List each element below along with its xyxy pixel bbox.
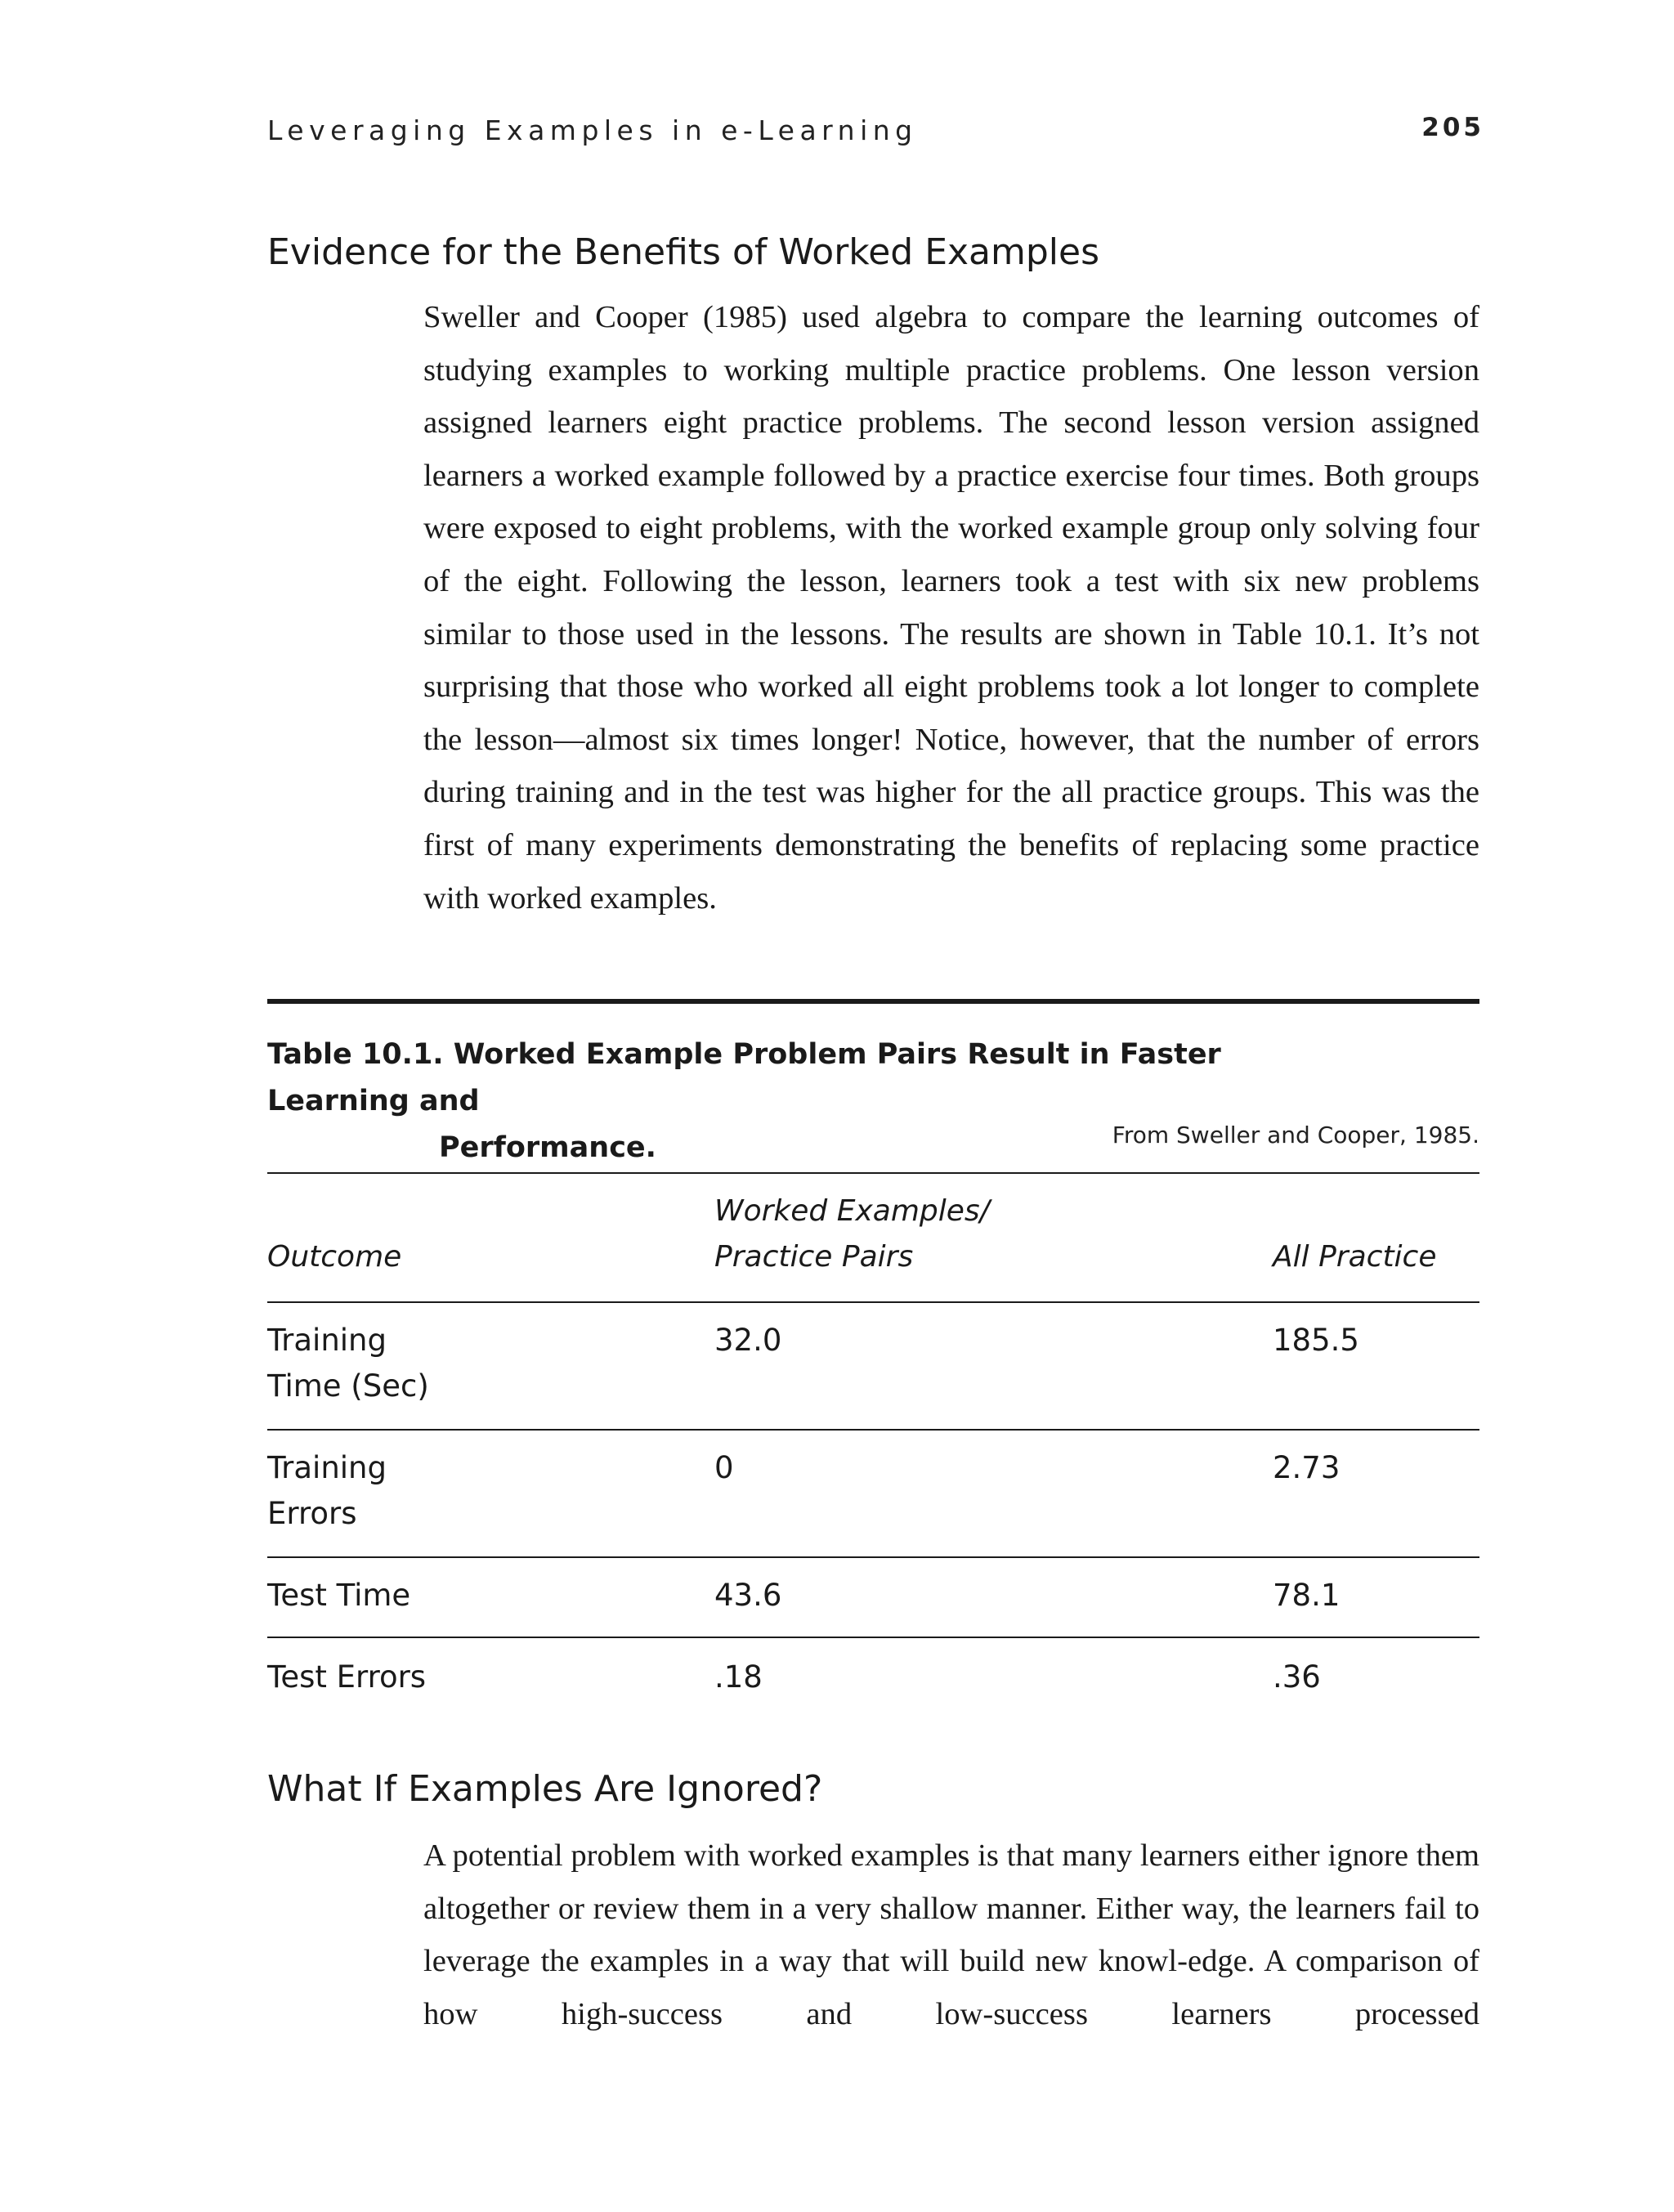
page-number: 205 [1421,113,1484,142]
running-head: Leveraging Examples in e-Learning [267,114,918,146]
table-row-4-label: Test Errors [267,1659,427,1695]
table-caption [267,1032,1330,1171]
body-paragraph-ignored: A potential problem with worked examples is that many learners either ignore them altogether or review them in a very shallow manner. Either way, the learners fail to leverage the examples in a way that will build new knowl-edge. A comparison of how high-success and low-success learners processed [423,1838,1479,2031]
table-header-rule-bottom [267,1301,1479,1303]
column-header-all-practice: All Practice [1273,1240,1437,1274]
section-heading-evidence: Evidence for the Benefits of Worked Examples [267,231,1100,273]
table-row-2-practice: 2.73 [1273,1450,1341,1485]
table-row-divider [267,1637,1479,1638]
table-row-3-label: Test Time [267,1578,411,1613]
column-header-outcome: Outcome [267,1240,402,1274]
table-row-4-worked: .18 [714,1659,763,1695]
table-header-rule-top [267,1172,1479,1174]
column-header-worked-line2: Practice Pairs [714,1240,914,1274]
table-row-2-label-line1: Training [267,1450,387,1485]
table-row-1-label-line1: Training [267,1323,387,1358]
section-heading-ignored: What If Examples Are Ignored? [267,1768,823,1810]
table-caption-title-line1: Worked Example Problem Pairs Result in Faster Learning and [267,1038,1221,1117]
table-row-1-practice: 185.5 [1273,1323,1359,1358]
table-caption-number: Table 10.1. [267,1038,444,1071]
body-paragraph-evidence: Sweller and Cooper (1985) used algebra to compare the learning outcomes of studying examples to working multiple practice problems. One lesson version assigned learners eight practice problems. The second lesson version assigned learners a worked example followed by a practice exercise four times. Both groups were exposed to eight problems, with the worked example group only solving four of the eight. Following the lesson, learners took a test with six new problems similar to those used in the lessons. The results are shown in Table 10.1. It’s not surprising that those who worked all eight problems took a lot longer to complete the lesson—almost six times longer! Notice, however, that the number of errors during training and in the test was higher for the all practice groups. This was the first of many experiments demonstrating the benefits of replacing some practice with worked examples. [423,300,1479,916]
table-top-rule [267,999,1479,1004]
table-row-1-worked: 32.0 [714,1323,782,1358]
table-row-4-practice: .36 [1273,1659,1321,1695]
table-row-3-practice: 78.1 [1273,1578,1341,1613]
table-row-3-worked: 43.6 [714,1578,782,1613]
table-caption-title-line2: Performance. [439,1131,656,1164]
table-row-divider [267,1429,1479,1431]
table-row-2-worked: 0 [714,1450,734,1485]
table-source: From Sweller and Cooper, 1985. [1112,1122,1479,1149]
table-row-1-label-line2: Time (Sec) [267,1368,429,1404]
column-header-worked-line1: Worked Examples/ [714,1194,990,1228]
table-row-2-label-line2: Errors [267,1496,357,1531]
table-row-divider [267,1556,1479,1558]
